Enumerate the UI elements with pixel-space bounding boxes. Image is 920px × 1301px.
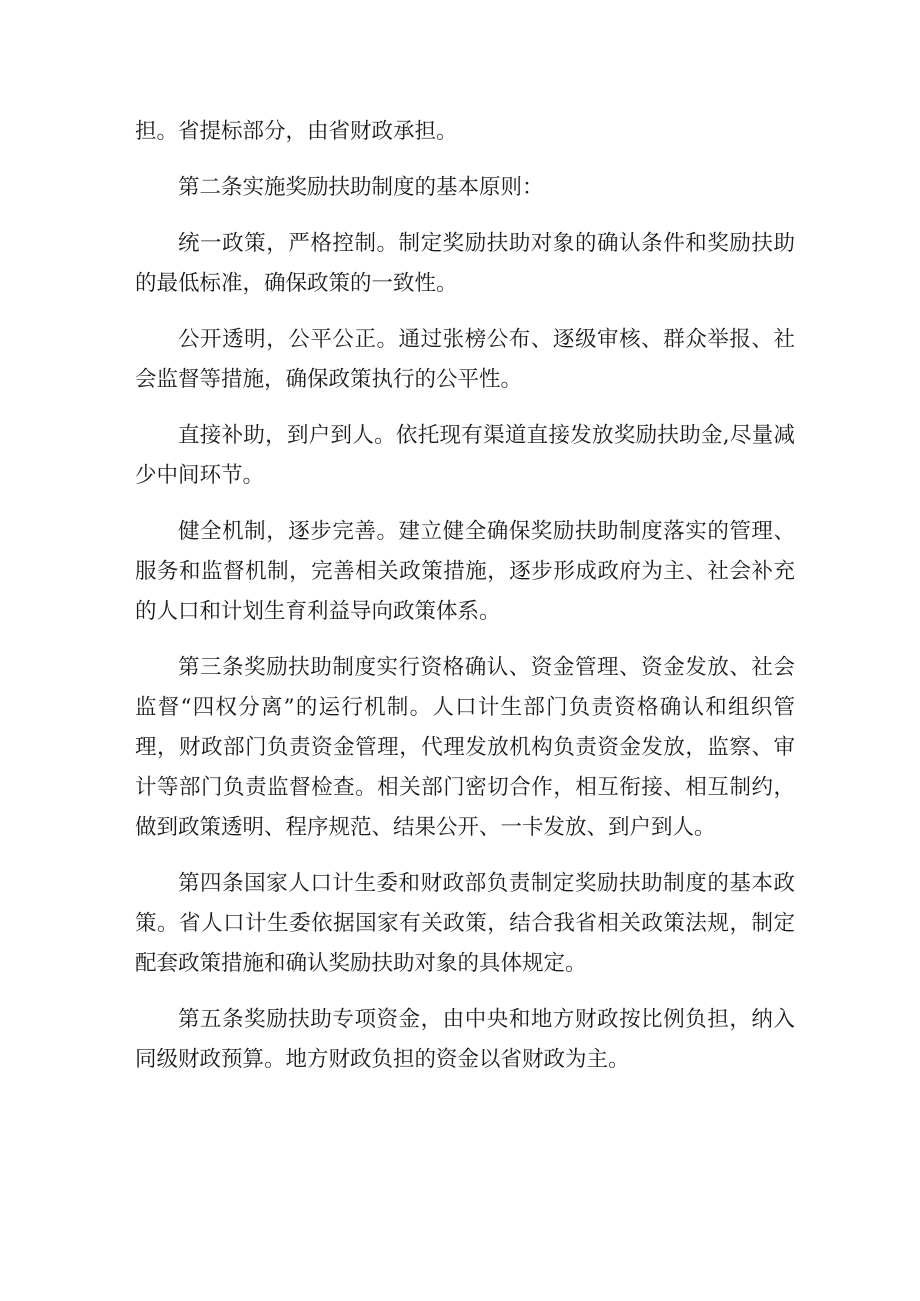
paragraph-article-4: 第四条国家人口计生委和财政部负责制定奖励扶助制度的基本政策。省人口计生委依据国家有关政策，结合我省相关政策法规，制定配套政策措施和确认奖励扶助对象的具体规定。 (135, 871, 795, 976)
paragraph-principle-direct-subsidy: 直接补助，到户到人。依托现有渠道直接发放奖励扶助金,尽量减少中间环节。 (135, 423, 795, 488)
paragraph-continuation: 担。省提标部分，由省财政承担。 (135, 119, 458, 144)
paragraph-article-5: 第五条奖励扶助专项资金，由中央和地方财政按比例负担，纳入同级财政预算。地方财政负担的资金以省财政为主。 (135, 1007, 795, 1072)
paragraph-principle-unified-policy: 统一政策，严格控制。制定奖励扶助对象的确认条件和奖励扶助的最低标准，确保政策的一致性。 (135, 231, 795, 296)
paragraph-article-2-heading: 第二条实施奖励扶助制度的基本原则： (178, 175, 544, 200)
paragraph-principle-mechanism: 健全机制，逐步完善。建立健全确保奖励扶助制度落实的管理、服务和监督机制，完善相关政策措施，逐步形成政府为主、社会补充的人口和计划生育利益导向政策体系。 (135, 519, 795, 624)
document-body (135, 112, 795, 1096)
paragraph-principle-transparency: 公开透明，公平公正。通过张榜公布、逐级审核、群众举报、社会监督等措施，确保政策执行的公平性。 (135, 327, 795, 392)
paragraph-article-3: 第三条奖励扶助制度实行资格确认、资金管理、资金发放、社会监督“四权分离”的运行机制。人口计生部门负责资格确认和组织管理，财政部门负责资金管理，代理发放机构负责资金发放，监察、审计等部门负责监督检查。相关部门密切合作，相互衔接、相互制约，做到政策透明、程序规范、结果公开、一卡发放、到户到人。 (135, 655, 795, 840)
